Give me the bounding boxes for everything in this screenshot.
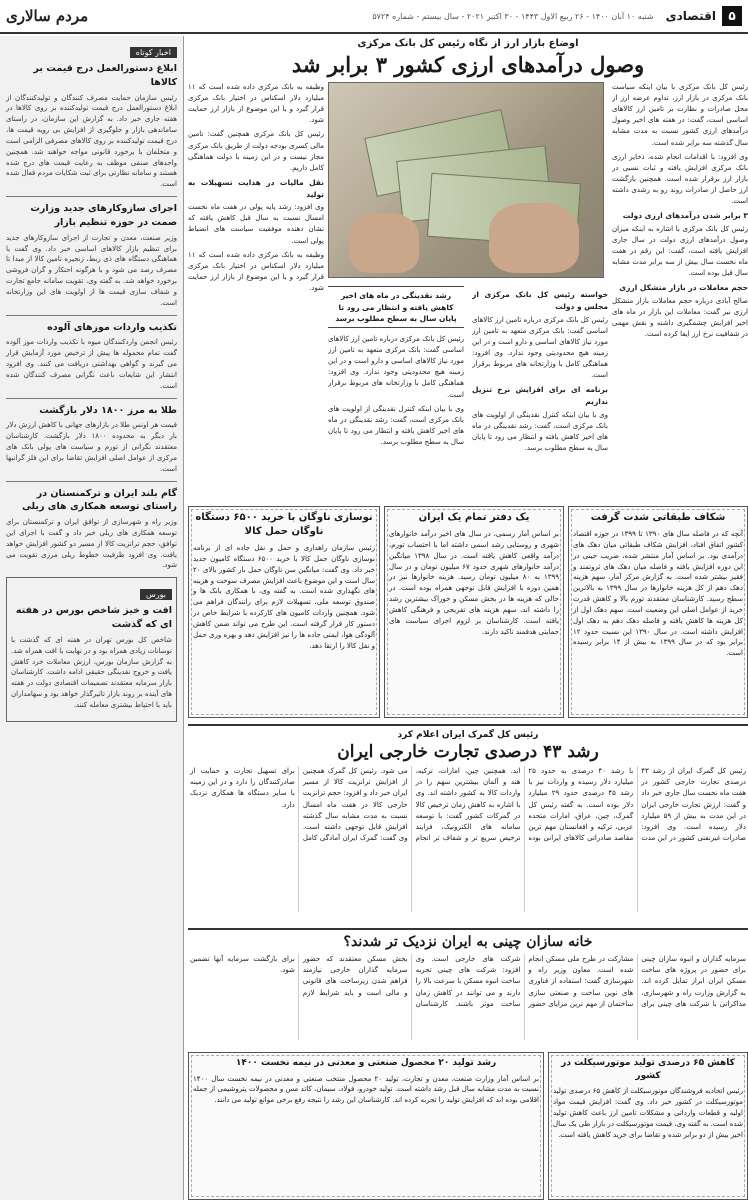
side-story-title: ابلاغ دستورالعمل درج قیمت بر کالاها [33, 63, 177, 88]
china-body: سرمایه گذاران و انبوه سازان چینی برای حضور در پروژه های ساخت مسکن ایران ابراز تمایل کرده اند. به گزارش وزارت راه و شهرسازی، مذاکراتی با شرکت های چینی برای مشارکت در طرح ملی مسکن انجام شده است. معاون وزیر راه و شهرسازی گفت: استفاده از فناوری های نوین ساخت و صنعتی سازی ساختمان از مهم ترین مزایای حضور شرکت های خارجی است. وی افزود: شرکت های چینی تجربه ساخت انبوه مسکن با سرعت بالا را دارند و می توانند در کاهش زمان ساخت موثر باشند. کارشناسان بخش مسکن معتقدند که حضور سرمایه گذاران خارجی نیازمند فراهم شدن زیرساخت های قانونی و مالی است و باید شرایط لازم برای بازگشت سرمایه آنها تضمین شود. [190, 955, 746, 1008]
box-title: نوسازی ناوگان با خرید ۶۵۰۰ دستگاه ناوگان حمل کالا [195, 512, 373, 537]
side-story [6, 202, 177, 308]
paragraph: صالح آبادی درباره حجم معاملات بازار متشکل ارزی نیز گفت: معاملات این بازار در ماه های اخیر افزایش چشمگیری داشته و نقش مهمی در شفافیت نرخ ارز ایفا کرده است. [612, 296, 748, 338]
page-number: ۵ [722, 6, 742, 26]
side-story-title: افت و خیز شاخص بورس در هفته ای که گذشت [15, 605, 172, 631]
paragraph: رئیس کل بانک مرکزی درباره تامین ارز کالاهای اساسی گفت: بانک مرکزی متعهد به تامین ارز مورد نیاز کالاهای اساسی و دارو است و در این زمینه هیچ محدودیتی وجود ندارد. وی افزود: هماهنگی کامل با وزارتخانه های مربوط برقرار است. [328, 335, 464, 399]
industrial-output-box [188, 1052, 544, 1200]
side-story [6, 487, 177, 572]
box-body: رئیس سازمان راهداری و حمل و نقل جاده ای از برنامه نوسازی ناوگان حمل کالا با خرید ۶۵۰۰ دستگاه کامیون جدید خبر داد. وی گفت: میانگین سن ناوگان حمل بار کشور بالای ۲۰ سال است و این موضوع باعث افزایش مصرف سوخت و هزینه های نگهداری شده است. به گفته وی، با همکاری بانک ها و صندوق توسعه ملی، تسهیلات لازم برای رانندگان فراهم می شود. همچنین واردات کامیون های کارکرده با شرایط خاص در دستور کار قرار گرفته است. این طرح می تواند ضمن کاهش آلودگی هوا، ایمنی جاده ها را نیز افزایش دهد و بهره وری حمل و نقل کالا را ارتقا دهد. [193, 544, 375, 650]
paragraph: وی با بیان اینکه کنترل نقدینگی از اولویت های بانک مرکزی است، گفت: رشد نقدینگی در ماه های اخیر کاهش یافته و انتظار می رود تا پایان سال به سطح مطلوب برسد. [328, 404, 464, 446]
paragraph: رئیس کل بانک مرکزی درباره تامین ارز کالاهای اساسی گفت: بانک مرکزی متعهد به تامین ارز مورد نیاز کالاهای اساسی و دارو است و در این زمینه هیچ محدودیتی وجود ندارد. وی افزود: هماهنگی کامل با وزارتخانه های مربوط برقرار است. [472, 315, 608, 380]
dateline: شنبه ۱۰ آبان ۱۴۰۰ - ۲۶ ربیع الاول ۱۴۴۳ - ۳۰ اکتبر ۲۰۲۱ - سال بیستم - شماره ۵۷۲۴ [372, 11, 654, 21]
mid-boxes-row [188, 506, 748, 718]
motorcycle-box [548, 1052, 748, 1200]
section-title: اقتصادی [665, 9, 716, 23]
side-story [6, 321, 177, 392]
side-story [6, 404, 177, 475]
divider [6, 398, 177, 399]
bottom-boxes-row [188, 1052, 748, 1200]
paragraph: وظیفه به بانک مرکزی داده شده است که ۱۱ میلیارد دلار اسکناس در اختیار بانک مرکزی قرار گیرد و با این موضوع از بازار ارز حمایت شود. [188, 83, 324, 125]
trade-article [188, 724, 748, 924]
china-housing-article [188, 928, 748, 1048]
lead-article [188, 82, 748, 552]
hand-shape [489, 203, 579, 273]
sidebar-tag: اخبار کوتاه [130, 47, 177, 58]
dollar-bills-photo [328, 82, 604, 278]
fleet-renewal-box [188, 506, 380, 718]
trade-kicker: رئیس کل گمرک ایران اعلام کرد [397, 730, 539, 740]
subheading: برنامه ای برای افزایش نرخ تنزیل نداریم [472, 385, 608, 407]
lead-column-left [188, 82, 324, 552]
paragraph: رئیس کل بانک مرکزی با اشاره به اینکه میزان وصول درآمدهای ارزی دولت در سال جاری افزایش یافته است، گفت: این رقم در هفت ماه نخست سال بیش از سه برابر مدت مشابه سال قبل بوده است. [612, 224, 748, 277]
side-story [6, 62, 177, 190]
divider [6, 315, 177, 316]
stock-market-box [6, 577, 177, 721]
stock-box-tag: بورس [140, 589, 172, 600]
box-body: بر اساس آمار وزارت صنعت، معدن و تجارت، تولید ۲۰ محصول منتخب صنعتی و معدنی در نیمه نخست سال ۱۴۰۰ نسبت به مدت مشابه سال قبل رشد داشته است. تولید خودرو، فولاد، سیمان، کاتد مس و محصولات پتروشیمی از جمله اقلامی بوده اند که افزایش تولید را تجربه کرده اند. کارشناسان این رشد را نتیجه رفع برخی موانع تولید می دانند. [193, 1074, 539, 1105]
lead-kicker: اوضاع بازار ارز از نگاه رئیس کل بانک مرکزی [357, 38, 579, 49]
box-title: رشد تولید ۲۰ محصول صنعتی و معدنی در نیمه نخست ۱۴۰۰ [235, 1058, 497, 1068]
side-story-title: تکذیب واردات موزهای آلوده [47, 321, 177, 333]
lead-column-right [612, 82, 748, 552]
newspaper-logo: مردم سالاری [6, 7, 89, 25]
lead-headline: وصول درآمدهای ارزی کشور ۳ برابر شد [291, 52, 645, 77]
side-story-title: اجرای سازوکارهای جدید وزارت صمت در حوزه تنظیم بازار [30, 203, 177, 228]
pull-quote: رشد نقدینگی در ماه های اخیر کاهش یافته و انتظار می رود تا پایان سال به سطح مطلوب برسد [328, 286, 464, 328]
side-story-title: گام بلند ایران و ترکمنستان در راستای توسعه همکاری های ریلی [21, 487, 177, 513]
paragraph: وی افزود: رشد پایه پولی در هفت ماه نخست امسال نسبت به سال قبل کاهش یافته که نشان دهنده موفقیت سیاست های انضباط پولی است. [188, 203, 324, 245]
class-gap-box [568, 506, 748, 718]
trade-body: رئیس کل گمرک ایران از رشد ۴۳ درصدی تجارت خارجی کشور در هفت ماه نخست سال جاری خبر داد و گفت: ارزش تجارت خارجی ایران در این مدت به بیش از ۵۹ میلیارد دلار رسیده است. وی افزود: صادرات غیرنفتی کشور در این مدت با رشد ۴۰ درصدی به حدود ۲۵ میلیارد دلار رسیده و واردات نیز با رشد ۴۵ درصدی حدود ۲۹ میلیارد دلار بوده است. به گفته رئیس کل گمرک، چین، عراق، امارات متحده عربی، ترکیه و افغانستان مهم ترین مقاصد صادراتی کالاهای ایرانی بوده اند. همچنین چین، امارات، ترکیه، هند و آلمان بیشترین سهم را در واردات کالا به کشور داشته اند. وی با اشاره به کاهش زمان ترخیص کالا در گمرکات کشور گفت: با توسعه سامانه های الکترونیک، فرایند ترخیص سریع تر و شفاف تر انجام می شود. رئیس کل گمرک همچنین از افزایش ترانزیت کالا از مسیر ایران خبر داد و افزود: حجم ترانزیت خارجی کالا در هفت ماه امسال نسبت به مدت مشابه سال گذشته افزایش قابل توجهی داشته است. وی گفت: گمرک ایران آمادگی کامل برای تسهیل تجارت و حمایت از صادرکنندگان را دارد و در این زمینه با سایر دستگاه ها همکاری نزدیک دارد. [190, 767, 746, 843]
box-body: بر اساس آمار رسمی، در سال های اخیر درآمد خانوارهای شهری و روستایی رشد اسمی داشته اما با احتساب تورم، درآمد واقعی کاهش یافته است. در سال ۱۳۹۸ میانگین درآمد خانوارهای شهری حدود ۶۷ میلیون تومان و در سال ۱۳۹۹ به ۸۰ میلیون تومان رسید. هزینه خانوارها نیز در همین دوره با افزایش قابل توجهی همراه بوده است. در حالی که هزینه ها در بخش مسکن و خوراک بیشترین رشد را داشته اند، سهم هزینه های تفریحی و فرهنگی کاهش یافته است. کارشناسان بر لزوم اجرای سیاست های حمایتی هدفمند تاکید دارند. [389, 530, 559, 636]
box-title: یک دفتر تمام یک ایران [418, 512, 530, 523]
subheading: نقل مالیات در هدایت تسهیلات به تولید [188, 177, 324, 199]
side-story-title: طلا به مرز ۱۸۰۰ دلار بازگشت [39, 404, 177, 416]
subheading: ۳ برابر شدن درآمدهای ارزی دولت [622, 210, 748, 220]
box-body: رئیس اتحادیه فروشندگان موتورسیکلت از کاهش ۶۵ درصدی تولید موتورسیکلت در کشور خبر داد. وی گفت: افزایش قیمت مواد اولیه و قطعات وارداتی و مشکلات تامین ارز باعث کاهش تولید شده است. به گفته وی، قیمت موتورسیکلت در بازار طی یک سال اخیر بیش از دو برابر شده و تقاضا برای خرید کاهش یافته است. [553, 1087, 743, 1139]
box-title: شکاف طبقاتی شدت گرفت [590, 512, 726, 523]
hand-shape [349, 213, 419, 273]
paragraph: وی با بیان اینکه کنترل نقدینگی از اولویت های بانک مرکزی است، گفت: رشد نقدینگی در ماه های اخیر کاهش یافته و انتظار می رود تا پایان سال به سطح مطلوب برسد. [472, 410, 608, 453]
subheading: خواسته رئیس کل بانک مرکزی از مجلس و دولت [472, 290, 608, 312]
paragraph: وظیفه به بانک مرکزی داده شده است که ۱۱ میلیارد دلار اسکناس در اختیار بانک مرکزی قرار گیرد و با این موضوع از بازار ارز حمایت شود. [188, 250, 324, 292]
main-content [188, 36, 748, 1200]
side-story [11, 604, 172, 710]
box-body: آنچه که در فاصله سال های ۱۳۹۰ تا ۱۳۹۹ در حوزه اقتصاد کشور اتفاق افتاد، افزایش شکاف طبقاتی میان دهک های درآمدی بود. بر اساس آمار منتشر شده، ضریب جینی در این دوره افزایش یافته و فاصله میان دهک های ثروتمند و فقیر بیشتر شده است. به گزارش مرکز آمار، سهم هزینه دهک دهم از کل هزینه خانوارها در سال ۱۳۹۹ به بالاترین سطح رسید. کارشناسان معتقدند تورم بالا و کاهش قدرت خرید از عوامل اصلی این وضعیت است. سهم دهک اول از کل هزینه ها کاهش یافته و فاصله دهک دهم به دهک اول افزایش داشته است. در سال ۱۳۹۰ این نسبت حدود ۱۲ برابر بود که در سال ۱۳۹۹ به بیش از ۱۴ برابر رسیده است. [573, 530, 744, 658]
side-story-body: قیمت هر اونس طلا در بازارهای جهانی با کاهش ارزش دلار بار دیگر به محدوده ۱۸۰۰ دلار بازگشت. کارشناسان معتقدند نگرانی از تورم و سیاست های پولی بانک های مرکزی از عوامل اصلی افزایش تقاضا برای این فلز گرانبها است. [6, 421, 177, 473]
side-story-body: شاخص کل بورس تهران در هفته ای که گذشت با نوسانات زیادی همراه بود و در نهایت با افت همراه شد. به گزارش سازمان بورس، ارزش معاملات خرد کاهش یافت و خروج نقدینگی حقیقی ادامه داشت. کارشناسان بازار سرمایه معتقدند تصمیمات اقتصادی دولت در هفته های آینده بر روند بازار تاثیرگذار خواهد بود و سهامداران باید با احتیاط بیشتری معامله کنند. [11, 635, 172, 709]
income-box [384, 506, 564, 718]
box-title: کاهش ۶۵ درصدی تولید موتورسیکلت در کشور [561, 1058, 735, 1081]
paragraph: رئیس کل بانک مرکزی همچنین گفت: تامین مالی کسری بودجه دولت از طریق بانک مرکزی مجاز نیست و در این زمینه با دولت هماهنگی کامل داریم. [188, 130, 324, 172]
side-story-body: وزیر راه و شهرسازی از توافق ایران و ترکمنستان برای توسعه همکاری های ریلی خبر داد و گفت با اجرای این توافق، حجم ترانزیت کالا از مسیر دو کشور افزایش خواهد یافت. وی افزود ظرفیت خطوط ریلی مرزی تقویت می شود. [6, 518, 177, 570]
side-story-body: وزیر صنعت، معدن و تجارت از اجرای سازوکارهای جدید برای تنظیم بازار کالاهای اساسی خبر داد. وی گفت با هماهنگی دستگاه های ذی ربط، زنجیره تامین کالا از مبدا تا مصرف رصد می شود و با هرگونه احتکار و گران فروشی برخورد خواهد شد. به گفته وی، تقویت سامانه جامع تجارت و شفاف سازی قیمت ها از اولویت های این وزارتخانه است. [6, 233, 177, 307]
masthead [0, 0, 748, 34]
subheading: حجم معاملات در بازار متشکل ارزی [619, 282, 748, 292]
china-headline: خانه سازان چینی به ایران نزدیک تر شدند؟ [343, 934, 593, 950]
divider [6, 196, 177, 197]
paragraph: رئیس کل بانک مرکزی با بیان اینکه سیاست بانک مرکزی در بازار ارز، تداوم عرضه ارز از محل صادرات و نظارت بر تامین ارز کالاهای اساسی است، گفت: در هفته های اخیر وصول درآمدهای ارزی کشور نسبت به مدت مشابه سال گذشته سه برابر شده است. [612, 83, 748, 147]
side-story-body: رئیس انجمن واردکنندگان میوه با تکذیب واردات موز آلوده گفت تمام محموله ها پیش از ترخیص مورد آزمایش قرار می گیرند و گواهی بهداشتی دریافت می کنند. وی افزود انتشار این شایعات باعث نگرانی مصرف کنندگان شده است. [6, 338, 177, 390]
divider [6, 481, 177, 482]
paragraph: وی افزود: با اقدامات انجام شده، ذخایر ارزی بانک مرکزی افزایش یافته و ثبات نسبی در بازار ارز برقرار شده است. همچنین بازگشت ارز حاصل از صادرات روند رو به رشدی داشته است. [612, 152, 748, 205]
trade-headline: رشد ۴۳ درصدی تجارت خارجی ایران [337, 742, 599, 762]
side-story-body: رئیس سازمان حمایت مصرف کنندگان و تولیدکنندگان از ابلاغ دستورالعمل درج قیمت تولیدکننده بر روی کالاها در هفته جاری خبر داد. به گزارش این سازمان، در راستای ساماندهی بازار و جلوگیری از افزایش بی رویه قیمت ها، درج قیمت تولیدکننده بر روی کالاهای مصرفی الزامی است و متخلفان با برخورد قانونی مواجه خواهند شد. همچنین واحدهای صنفی موظف به رعایت قیمت های درج شده هستند و سامانه نظارتی برای ثبت شکایات مردم فعال شده است. [6, 93, 177, 189]
section-label [666, 6, 742, 26]
news-sidebar [0, 36, 184, 1200]
